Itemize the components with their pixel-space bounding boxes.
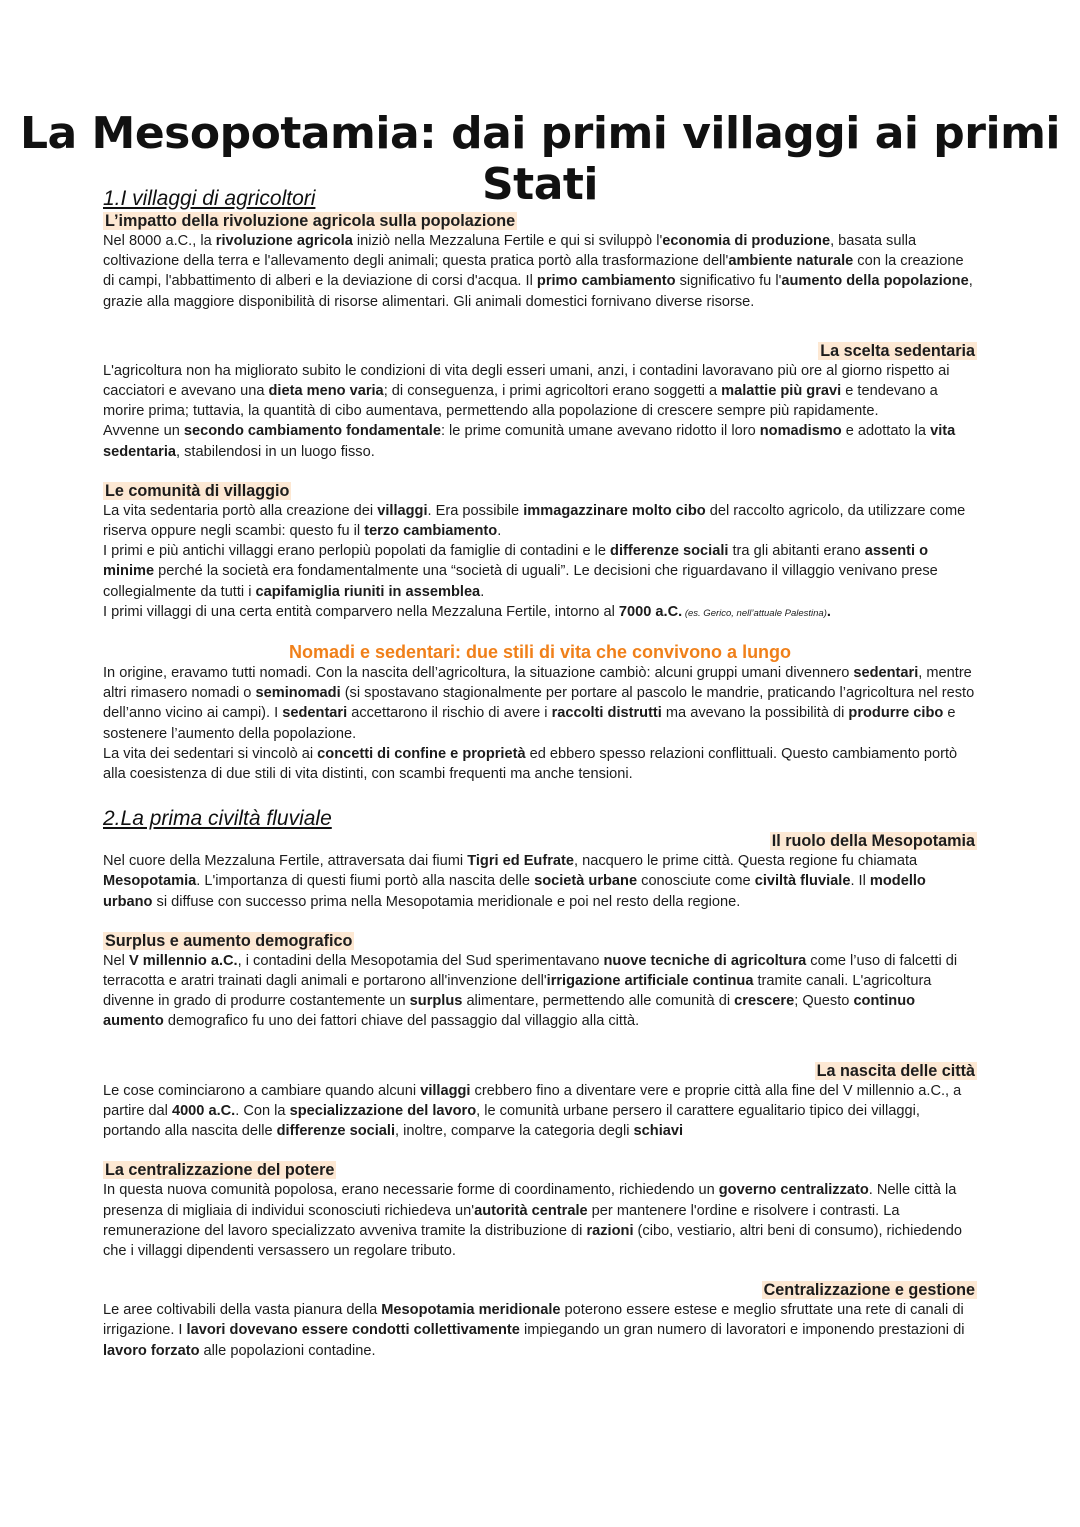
paragraph: Nel cuore della Mezzaluna Fertile, attraversata dai fiumi Tigri ed Eufrate, nacquero le prime città. Questa regione fu chiamata Mesopotamia. L'importanza di questi fiumi portò alla nascita delle società urbane conosciute come civiltà fluviale. Il modello urbano si diffuse con successo prima nella Mesopotamia meridionale e poi nel resto della regione. [103, 853, 926, 910]
paragraph: In origine, eravamo tutti nomadi. Con la nascita dell’agricoltura, la situazione cambiò: alcuni gruppi umani divennero sedentari, mentre altri rimasero nomadi o seminomadi (si spostavano stagionalmente per portare al pascolo le mandrie, praticando l’agricoltura nel resto dell’anno vicino ai campi). I sedentari accettarono il rischio di avere i raccolti distrutti ma avevano la possibilità di produrre cibo e sostenere l’aumento della popolazione. [103, 665, 975, 742]
paragraph: I primi villaggi di una certa entità comparvero nella Mezzaluna Fertile, intorno al 7000 a.C. (es. Gerico, nell’attuale Palestina). [103, 603, 831, 620]
section-heading: L’impatto della rivoluzione agricola sulla popolazione [105, 212, 516, 230]
section-heading-highlight: Nomadi e sedentari: due stili di vita che convivono a lungo [288, 642, 792, 663]
paragraph: Nel V millennio a.C., i contadini della Mesopotamia del Sud sperimentavano nuove tecniche di agricoltura come l’uso di falcetti di terracotta e aratri trainati dagli animali e portarono all'invenzione dell'irrigazione artificiale continua tramite canali. L'agricoltura divenne in grado di produrre costantemente un surplus alimentare, permettendo alle comunità di crescere; Questo continuo aumento demografico fu uno dei fattori chiave del passaggio dal villaggio alla città. [103, 952, 958, 1030]
paragraph: L'agricoltura non ha migliorato subito le condizioni di vita degli esseri umani, anzi, i contadini lavoravano più ore al giorno rispetto ai cacciatori e avevano una dieta meno varia; di conseguenza, i primi agricoltori erano soggetti a malattie più gravi e tendevano a morire prima; tuttavia, la quantità di cibo aumentava, permettendo alla popolazione di crescere sempre più rapidamente. [103, 362, 950, 420]
section-heading: Surplus e aumento demografico [105, 931, 353, 950]
chapter-heading: 1.I villaggi di agricoltori [103, 187, 316, 210]
section-heading: La centralizzazione del potere [105, 1161, 335, 1180]
paragraph: La vita sedentaria portò alla creazione dei villaggi. Era possibile immagazzinare molto cibo del raccolto agricolo, da utilizzare come riserva oppure negli scambi: questo fu il terzo cambiamento. [103, 502, 966, 540]
section-heading: La nascita delle città [816, 1061, 975, 1080]
section-heading: La scelta sedentaria [820, 341, 975, 360]
paragraph: Avvenne un secondo cambiamento fondamentale: le prime comunità umane avevano ridotto il loro nomadismo e adottato la vita sedentaria, stabilendosi in un luogo fisso. [103, 423, 956, 460]
chapter-heading: 2.La prima civiltà fluviale [103, 807, 332, 831]
paragraph: La vita dei sedentari si vincolò ai concetti di confine e proprietà ed ebbero spesso relazioni conflittuali. Questo cambiamento portò alla coesistenza di due stili di vita distinti, con scambi frequenti ma anche tensioni. [103, 745, 958, 783]
paragraph: Le aree coltivabili della vasta pianura della Mesopotamia meridionale poterono essere estese e meglio sfruttate una rete di canali di irrigazione. I lavori dovevano essere condotti collettivamente impiegando un gran numero di lavoratori e imponendo prestazioni di lavoro forzato alle popolazioni contadine. [103, 1302, 965, 1359]
page-title: La Mesopotamia: dai primi villaggi ai primi Stati [20, 108, 1060, 210]
footnote-example: (es. Gerico, nell’attuale Palestina) [682, 607, 827, 619]
document-body [103, 186, 977, 1361]
section-heading: Le comunità di villaggio [105, 481, 290, 500]
section-heading: Il ruolo della Mesopotamia [771, 832, 975, 851]
paragraph: In questa nuova comunità popolosa, erano necessarie forme di coordinamento, richiedendo un governo centralizzato. Nelle città la presenza di migliaia di individui sconosciuti richiedeva un'autorità centrale per mantenere l'ordine e risolvere i contrasti. La remunerazione del lavoro specializzato avveniva tramite la distribuzione di razioni (cibo, vestiario, altri beni di consumo), richiedendo che i villaggi dipendenti versassero un regolare tributo. [103, 1182, 963, 1259]
paragraph: Le cose cominciarono a cambiare quando alcuni villaggi crebbero fino a diventare vere e proprie città alla fine del V millennio a.C., a partire dal 4000 a.C.. Con la specializzazione del lavoro, le comunità urbane persero il carattere egualitario tipico dei villaggi, portando alla nascita delle differenze sociali, inoltre, comparve la categoria degli schiavi [103, 1082, 962, 1140]
section-heading: Centralizzazione e gestione [763, 1281, 975, 1300]
paragraph: I primi e più antichi villaggi erano perlopiù popolati da famiglie di contadini e le differenze sociali tra gli abitanti erano assenti o minime perché la società era fondamentalmente una “società di uguali”. Le decisioni che riguardavano il villaggio venivano prese collegialmente da tutti i capifamiglia riuniti in assemblea. [103, 543, 938, 600]
paragraph: Nel 8000 a.C., la rivoluzione agricola iniziò nella Mezzaluna Fertile e qui si sviluppò l'economia di produzione, basata sulla coltivazione della terra e l'allevamento degli animali; questa pratica portò alla trasformazione dell'ambiente naturale con la creazione di campi, l'abbattimento di alberi e la deviazione di corsi d'acqua. Il primo cambiamento significativo fu l'aumento della popolazione, grazie alla maggiore disponibilità di risorse alimentari. Gli animali domestici fornivano diverse risorse. [103, 233, 973, 310]
